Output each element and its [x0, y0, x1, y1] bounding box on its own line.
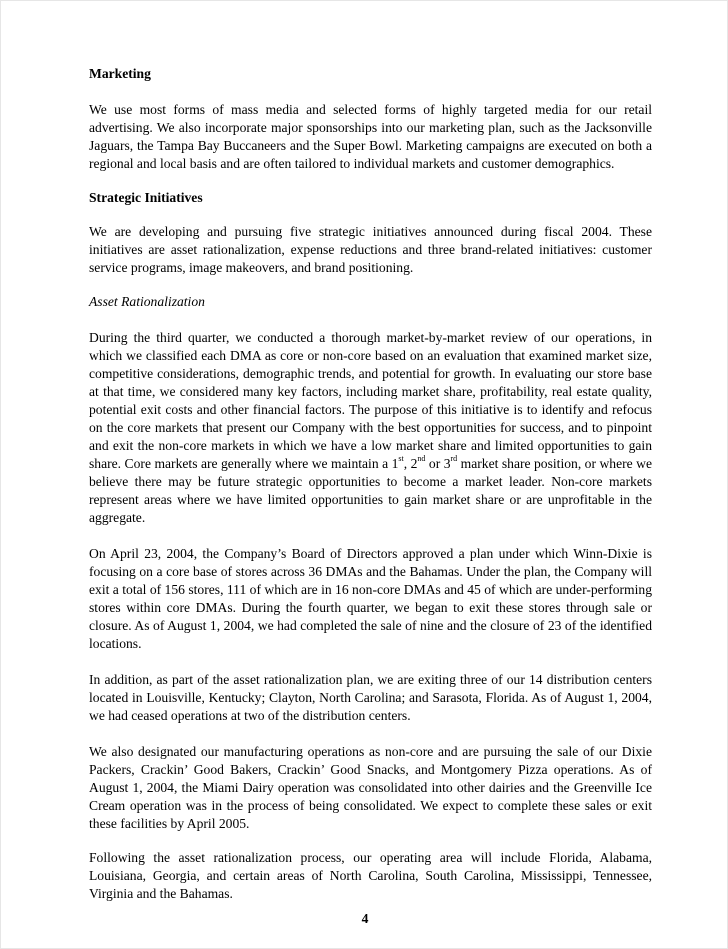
paragraph-marketing: We use most forms of mass media and selected forms of highly targeted media for our retail advertising. We also incorporate major sponsorships into our marketing plan, such as the Jacksonville Jaguars, the Tampa Bay Buccaneers and the Super Bowl. Marketing campaigns are executed on both a regional and local basis and are often tailored to individual markets and customer demographics. [89, 102, 652, 171]
paragraph-text: During the third quarter, we conducted a thorough market-by-market review of our operations, in which we classified each DMA as core or non-core based on an evaluation that examined market size, competitive considerations, demographic trends, and potential for growth. In evaluating our store base at that time, we considered many key factors, including market share, profitability, real estate quality, potential exit costs and other financial factors. The purpose of this initiative is to identify and refocus on the core markets that present our Company with the best opportunities for success, and to pinpoint and exit the non-core markets in which we have a low market share and limited opportunities to gain share. Core markets are generally where we maintain a 1 [89, 330, 652, 471]
paragraph-text: market share position, or where we believe there may be future strategic opportunities to become a market leader. Non-core markets represent areas where we have limited opportunities to gain market share or are unprofitable in the aggregate. [89, 456, 653, 525]
section-heading-marketing: Marketing [89, 66, 151, 81]
paragraph-manufacturing: We also designated our manufacturing operations as non-core and are pursuing the sale of our Dixie Packers, Crackin’ Good Bakers, Crackin’ Good Snacks, and Montgomery Pizza operations. As of August 1, 2004, the Miami Dairy operation was consolidated into other dairies and the Greenville Ice Cream operation was in the process of being consolidated. We expect to complete these sales or exit these facilities by April 2005. [89, 744, 652, 831]
page-content [89, 65, 652, 903]
paragraph-board-plan: On April 23, 2004, the Company’s Board of Directors approved a plan under which Winn-Dixie is focusing on a core base of stores across 36 DMAs and the Bahamas. Under the plan, the Company will exit a total of 156 stores, 111 of which are in 16 non-core DMAs and 45 of which are under-performing stores within core DMAs. During the fourth quarter, we began to exit these stores through sale or closure. As of August 1, 2004, we had completed the sale of nine and the closure of 23 of the identified locations. [89, 546, 652, 651]
superscript: rd [450, 454, 458, 464]
subheading-asset-rationalization: Asset Rationalization [89, 294, 205, 309]
superscript: nd [417, 454, 426, 464]
paragraph-text: or 3 [425, 456, 451, 471]
paragraph-strategic-initiatives: We are developing and pursuing five strategic initiatives announced during fiscal 2004. These initiatives are asset rationalization, expense reductions and three brand-related initiatives: customer service programs, image makeovers, and brand positioning. [89, 224, 652, 275]
paragraph-asset-review [89, 329, 652, 527]
paragraph-distribution-centers: In addition, as part of the asset rationalization plan, we are exiting three of our 14 distribution centers located in Louisville, Kentucky; Clayton, North Carolina; and Sarasota, Florida. As of August 1, 2004, we had ceased operations at two of the distribution centers. [89, 672, 652, 723]
paragraph-text: , 2 [403, 456, 418, 471]
page-number: 4 [361, 911, 369, 926]
section-heading-strategic-initiatives: Strategic Initiatives [89, 190, 203, 205]
paragraph-operating-area: Following the asset rationalization process, our operating area will include Florida, Alabama, Louisiana, Georgia, and certain areas of North Carolina, South Carolina, Mississippi, Tennessee, Virginia and the Bahamas. [89, 850, 652, 901]
superscript: st [398, 454, 404, 464]
